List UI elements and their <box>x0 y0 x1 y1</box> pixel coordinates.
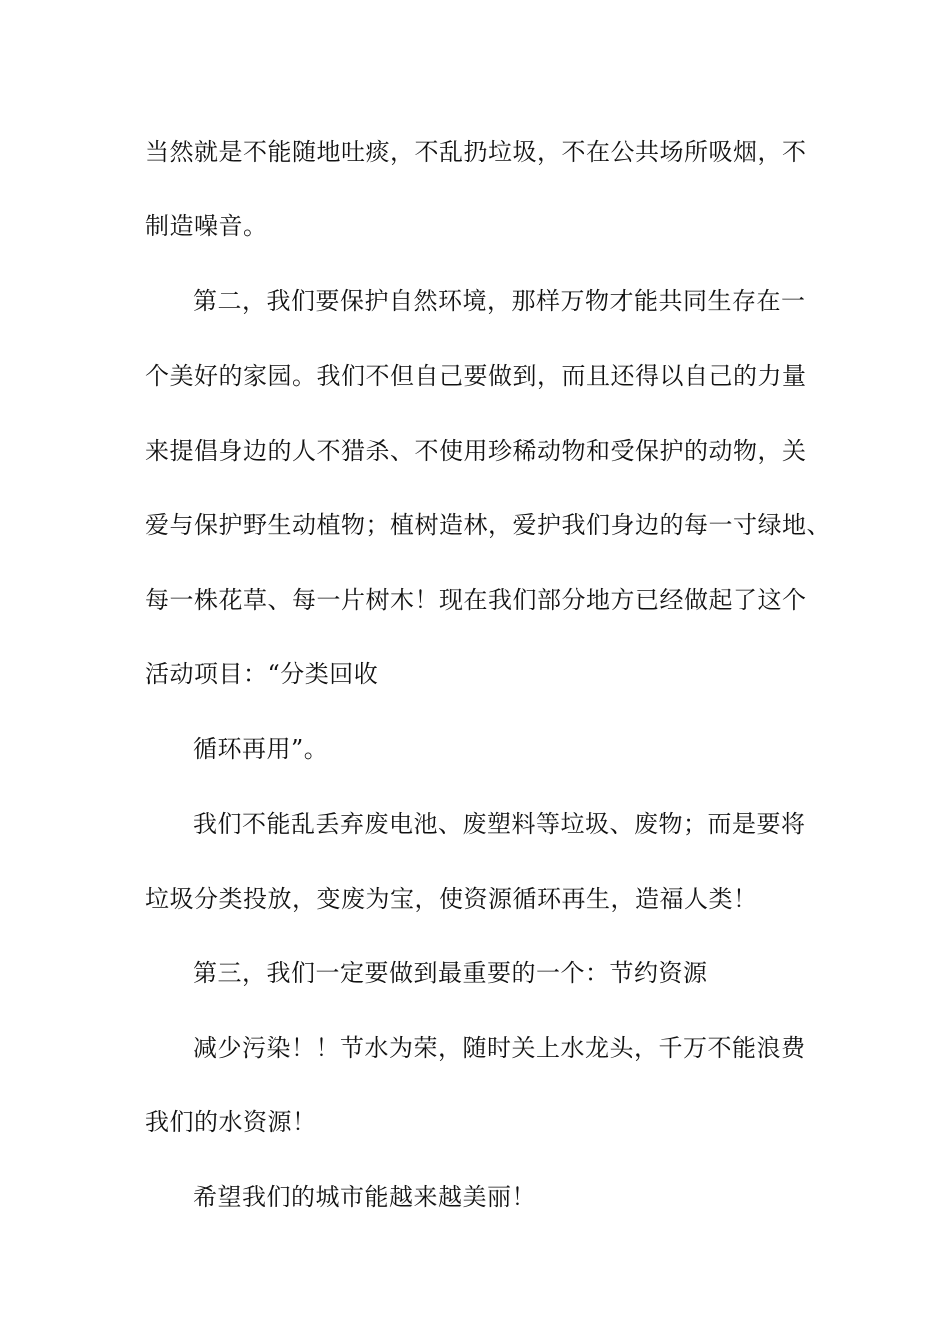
paragraph-line: 希望我们的城市能越来越美丽！ <box>193 1183 536 1211</box>
paragraph-line: 我们的水资源！ <box>145 1108 317 1136</box>
paragraph-line: 第二，我们要保护自然环境，那样万物才能共同生存在一 <box>193 287 806 315</box>
paragraph-line: 个美好的家园。我们不但自己要做到，而且还得以自己的力量 <box>145 362 807 390</box>
paragraph-line: 活动项目：“分类回收 <box>145 660 379 688</box>
paragraph-line: 当然就是不能随地吐痰，不乱扔垃圾，不在公共场所吸烟，不 <box>145 138 807 166</box>
paragraph-line: 爱与保护野生动植物；植树造林，爱护我们身边的每一寸绿地、 <box>145 511 831 539</box>
paragraph-line: 每一株花草、每一片树木！现在我们部分地方已经做起了这个 <box>145 586 807 614</box>
paragraph-line: 来提倡身边的人不猎杀、不使用珍稀动物和受保护的动物，关 <box>145 437 807 465</box>
paragraph-line: 循环再用”。 <box>193 735 329 763</box>
paragraph-line: 制造噪音。 <box>145 212 268 240</box>
paragraph-line: 垃圾分类投放，变废为宝，使资源循环再生，造福人类！ <box>145 885 758 913</box>
paragraph-line: 第三，我们一定要做到最重要的一个：节约资源 <box>193 959 708 987</box>
paragraph-line: 减少污染！！节水为荣，随时关上水龙头，千万不能浪费 <box>193 1034 806 1062</box>
paragraph-line: 我们不能乱丢弃废电池、废塑料等垃圾、废物；而是要将 <box>193 810 806 838</box>
